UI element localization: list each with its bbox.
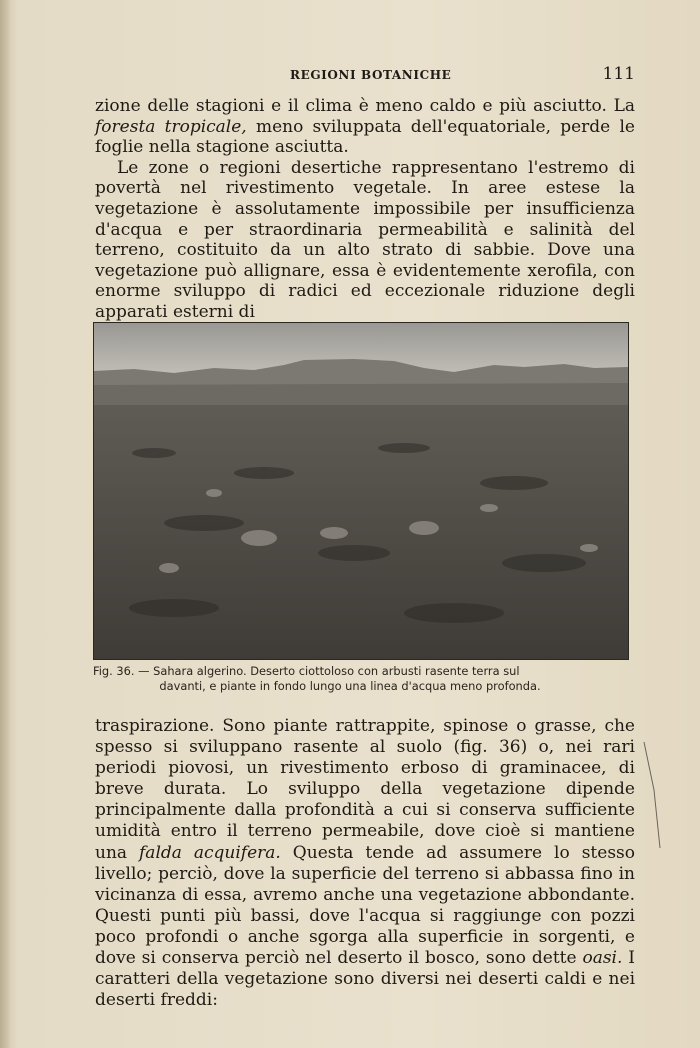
page-gutter-shadow xyxy=(0,0,10,1048)
caption-line-1: Fig. 36. — Sahara algerino. Deserto ciottoloso con arbusti rasente terra sul xyxy=(93,664,520,678)
emphasis-term: foresta tropicale, xyxy=(95,116,247,137)
paragraph-desert-vegetation xyxy=(95,716,635,1011)
paragraph-text: Questa tende ad assumere lo stesso livello; perciò, dove la superficie del terreno si abbassa fino in vicinanza di essa, avremo anche una vegetazione abbondante. Questi punti più bassi, dove l'acqua si raggiunge con pozzi poco profondi o anche sgorga alla superficie in sorgenti, e dove si conserva perciò nel deserto il bosco, sono dette xyxy=(95,842,636,969)
paragraph-text: meno sviluppata dell'equatoriale, perde le foglie nella stagione asciutta. xyxy=(95,116,635,158)
page-number: 111 xyxy=(602,64,635,84)
figure-caption xyxy=(93,664,627,693)
desert-photograph xyxy=(94,323,628,659)
running-head: REGIONI BOTANICHE xyxy=(290,68,452,82)
paragraph-continued xyxy=(95,96,635,158)
page-header xyxy=(95,64,635,86)
figure-photo-desert xyxy=(93,322,629,660)
emphasis-term: falda acquifera. xyxy=(139,842,281,863)
paragraph-text: zione delle stagioni e il clima è meno caldo e più asciutto. La xyxy=(95,96,635,116)
paragraph-text: I caratteri della vegetazione sono diversi nei deserti caldi e nei deserti freddi: xyxy=(95,948,635,1011)
paragraph-desert-regions: Le zone o regioni desertiche rappresentano l'estremo di povertà nel rivestimento vegetale. In aree estese la vegetazione è assolutamente impossibile per insufficienza d'acqua e per straordinaria permeabilità e salinità del terreno, costituito da un alto strato di sabbie. Dove una vegetazione può allignare, essa è evidentemente xerofila, con enorme sviluppo di radici ed eccezionale riduzione degli apparati esterni di xyxy=(95,157,635,322)
paragraph-text: traspirazione. Sono piante rattrappite, spinose o grasse, che spesso si sviluppano rasente al suolo (fig. 36) o, nei rari periodi piovosi, un rivestimento erboso di graminacee, di breve durata. Lo sviluppo della vegetazione dipende principalmente dalla profondità a cui si conserva sufficiente umidità entro il terreno permeabile, dove cioè si mantiene una xyxy=(95,716,635,863)
pencil-margin-mark xyxy=(642,740,662,850)
emphasis-term: oasi. xyxy=(582,948,623,969)
body-text-top xyxy=(95,96,635,323)
caption-line-2: davanti, e piante in fondo lungo una linea d'acqua meno profonda. xyxy=(159,678,541,693)
body-text-bottom xyxy=(95,716,635,1011)
